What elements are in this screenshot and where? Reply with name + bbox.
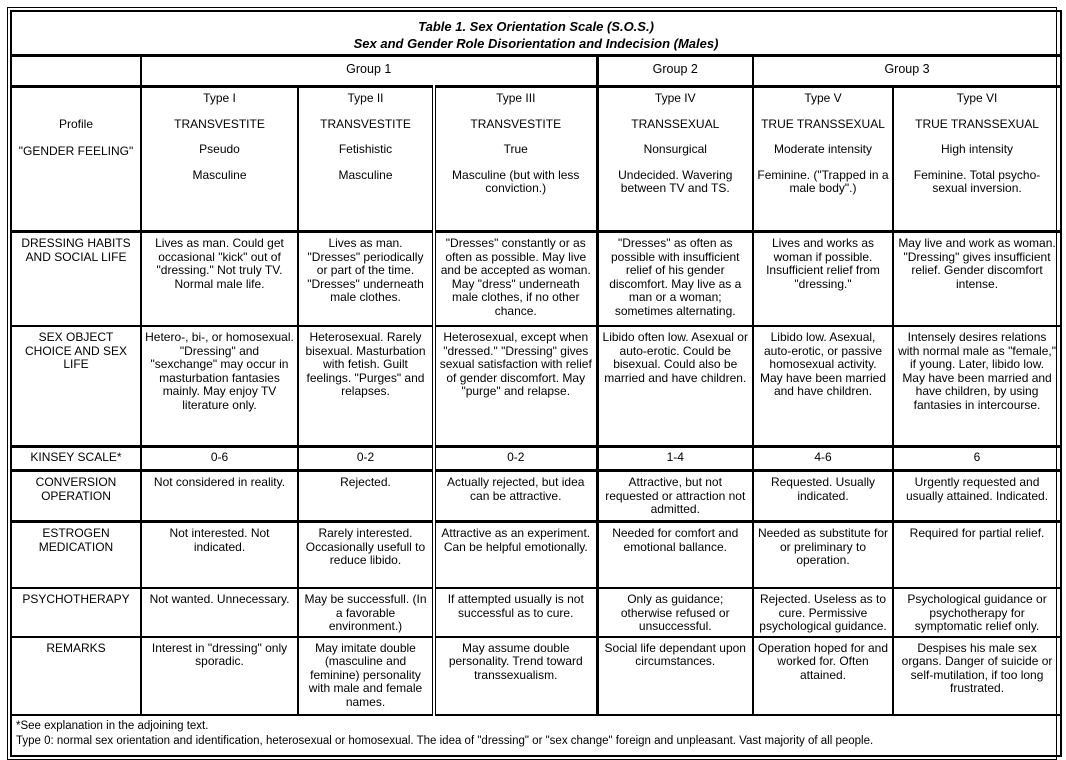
remarks-cell-type-i: Interest in "dressing" only sporadic. [141,637,298,715]
remarks-cell-type-ii: May imitate double (masculine and feminine) personality with male and female names. [298,637,434,715]
kinsey-cell-type-vi: 6 [893,447,1061,471]
kinsey-cell-type-ii: 0-2 [298,447,434,471]
type-feeling: Undecided. Wavering between TV and TS. [618,167,733,195]
type-subtype: Moderate intensity [773,142,873,156]
psychotherapy-cell-type-iii: If attempted usually is not successful as to cure. [434,588,597,637]
scanned-table-page [7,7,1057,760]
type-label: Type IV [654,91,696,105]
footnotes-cell [11,715,1061,756]
type-feeling: Feminine. ("Trapped in a male body".) [757,167,889,195]
sexobject-cell-type-ii: Heterosexual. Rarely bisexual. Masturbation with fetish. Guilt feelings. "Purges" and relapses. [298,326,434,447]
profile-cell-type-iii [434,87,597,232]
table-title-line2: Sex and Gender Role Disorientation and Indecision (Males) [353,36,719,51]
dressing-cell-type-ii: Lives as man. "Dresses" periodically or part of the time. "Dresses" underneath male clothes. [298,232,434,327]
profile-cell-type-v [753,87,893,232]
estrogen-cell-type-i: Not interested. Not indicated. [141,522,298,589]
row-header-dressing-habits: DRESSING HABITS AND SOCIAL LIFE [11,232,141,327]
psychotherapy-cell-type-vi: Psychological guidance or psychotherapy for symptomatic relief only. [893,588,1061,637]
table-title [11,11,1061,56]
gender-feeling-label: "GENDER FEELING" [18,143,134,158]
footnote-asterisk: *See explanation in the adjoining text. [16,719,209,732]
type-subtype: Fetishistic [338,142,393,156]
group-row-empty-cell [11,56,141,87]
psychotherapy-cell-type-ii: May be successfull. (In a favorable environment.) [298,588,434,637]
type-name: TRUE TRANSSEXUAL [915,116,1039,131]
estrogen-cell-type-iii: Attractive as an experiment. Can be helpful emotionally. [434,522,597,589]
conversion-cell-type-vi: Urgently requested and usually attained. Indicated. [893,471,1061,522]
group-header-2: Group 2 [597,56,753,87]
type-name: TRUE TRANSSEXUAL [761,116,885,131]
sexobject-cell-type-v: Libido low. Asexual, auto-erotic, or passive homosexual activity. May have been married and have children. [753,326,893,447]
dressing-cell-type-iii: "Dresses" constantly or as often as possible. May live and be accepted as woman. May "dress" underneath male clothes, if no other chance. [434,232,597,327]
dressing-cell-type-v: Lives and works as woman if possible. Insufficient relief from "dressing." [753,232,893,327]
estrogen-cell-type-ii: Rarely interested. Occasionally usefull to reduce libido. [298,522,434,589]
sexobject-cell-type-iii: Heterosexual, except when "dressed." "Dressing" gives sexual satisfaction with relief of gender discomfort. May "purge" and relapse. [434,326,597,447]
group-header-3: Group 3 [753,56,1061,87]
type-subtype: Pseudo [199,142,240,156]
type-label: Type III [496,91,536,105]
row-header-estrogen-medication: ESTROGEN MEDICATION [11,522,141,589]
sexobject-cell-type-iv: Libido often low. Asexual or auto-erotic. Could be bisexual. Could also be married and have children. [597,326,753,447]
type-label: Type V [804,91,842,105]
type-feeling: Masculine [192,167,247,182]
kinsey-cell-type-v: 4-6 [753,447,893,471]
conversion-cell-type-i: Not considered in reality. [141,471,298,522]
dressing-cell-type-vi: May live and work as woman. "Dressing" gives insufficient relief. Gender discomfort intense. [893,232,1061,327]
psychotherapy-cell-type-iv: Only as guidance; otherwise refused or unsuccessful. [597,588,753,637]
type-name: TRANSVESTITE [470,116,562,131]
sexobject-cell-type-i: Hetero-, bi-, or homosexual. "Dressing" and "sexchange" may occur in masturbation fantasies mainly. May enjoy TV literature only. [141,326,298,447]
type-subtype: Nonsurgical [643,142,707,156]
conversion-cell-type-v: Requested. Usually indicated. [753,471,893,522]
row-header-kinsey-scale: KINSEY SCALE* [11,447,141,471]
row-header-profile [11,87,141,232]
row-header-sex-object: SEX OBJECT CHOICE AND SEX LIFE [11,326,141,447]
type-name: TRANSVESTITE [320,116,411,131]
type-label: Type I [203,91,236,105]
profile-cell-type-i [141,87,298,232]
dressing-cell-type-i: Lives as man. Could get occasional "kick" out of "dressing." Not truly TV. Normal male life. [141,232,298,327]
document-frame [7,7,1057,760]
type-name: TRANSSEXUAL [631,116,720,131]
sexobject-cell-type-vi: Intensely desires relations with normal male as "female," if young. Later, libido low. May have been married and have children, by using fantasies in intercourse. [893,326,1061,447]
conversion-cell-type-iv: Attractive, but not requested or attraction not admitted. [597,471,753,522]
estrogen-cell-type-iv: Needed for comfort and emotional ballance. [597,522,753,589]
psychotherapy-cell-type-v: Rejected. Useless as to cure. Permissive psychological guidance. [753,588,893,637]
kinsey-cell-type-iii: 0-2 [434,447,597,471]
sex-orientation-scale-table [10,10,1062,757]
type-feeling: Masculine (but with less conviction.) [452,167,580,195]
remarks-cell-type-iv: Social life dependant upon circumstances. [597,637,753,715]
row-header-remarks: REMARKS [11,637,141,715]
row-header-conversion-operation: CONVERSION OPERATION [11,471,141,522]
type-feeling: Masculine [338,167,393,182]
footnote-type-0: Type 0: normal sex orientation and identification, heterosexual or homosexual. The idea of "dressing" or "sex change" foreign and unpleasant. Vast majority of all people. [16,734,874,747]
kinsey-cell-type-i: 0-6 [141,447,298,471]
profile-cell-type-iv [597,87,753,232]
type-subtype: True [503,142,528,156]
kinsey-cell-type-iv: 1-4 [597,447,753,471]
type-feeling: Feminine. Total psycho-sexual inversion. [913,167,1041,195]
remarks-cell-type-vi: Despises his male sex organs. Danger of suicide or self-mutilation, if too long frustrated. [893,637,1061,715]
conversion-cell-type-ii: Rejected. [298,471,434,522]
conversion-cell-type-iii: Actually rejected, but idea can be attractive. [434,471,597,522]
type-subtype: High intensity [941,142,1014,156]
profile-cell-type-ii [298,87,434,232]
type-name: TRANSVESTITE [174,116,265,131]
profile-label: Profile [58,117,93,131]
table-title-line1: Table 1. Sex Orientation Scale (S.O.S.) [418,19,654,34]
remarks-cell-type-v: Operation hoped for and worked for. Often attained. [753,637,893,715]
type-label: Type VI [956,91,998,105]
psychotherapy-cell-type-i: Not wanted. Unnecessary. [141,588,298,637]
remarks-cell-type-iii: May assume double personality. Trend toward transsexualism. [434,637,597,715]
row-header-psychotherapy: PSYCHOTHERAPY [11,588,141,637]
dressing-cell-type-iv: "Dresses" as often as possible with insufficient relief of his gender discomfort. May live as a man or a woman; sometimes alternating. [597,232,753,327]
profile-cell-type-vi [893,87,1061,232]
estrogen-cell-type-vi: Required for partial relief. [893,522,1061,589]
estrogen-cell-type-v: Needed as substitute for or preliminary to operation. [753,522,893,589]
group-header-1: Group 1 [141,56,597,87]
type-label: Type II [347,91,384,105]
